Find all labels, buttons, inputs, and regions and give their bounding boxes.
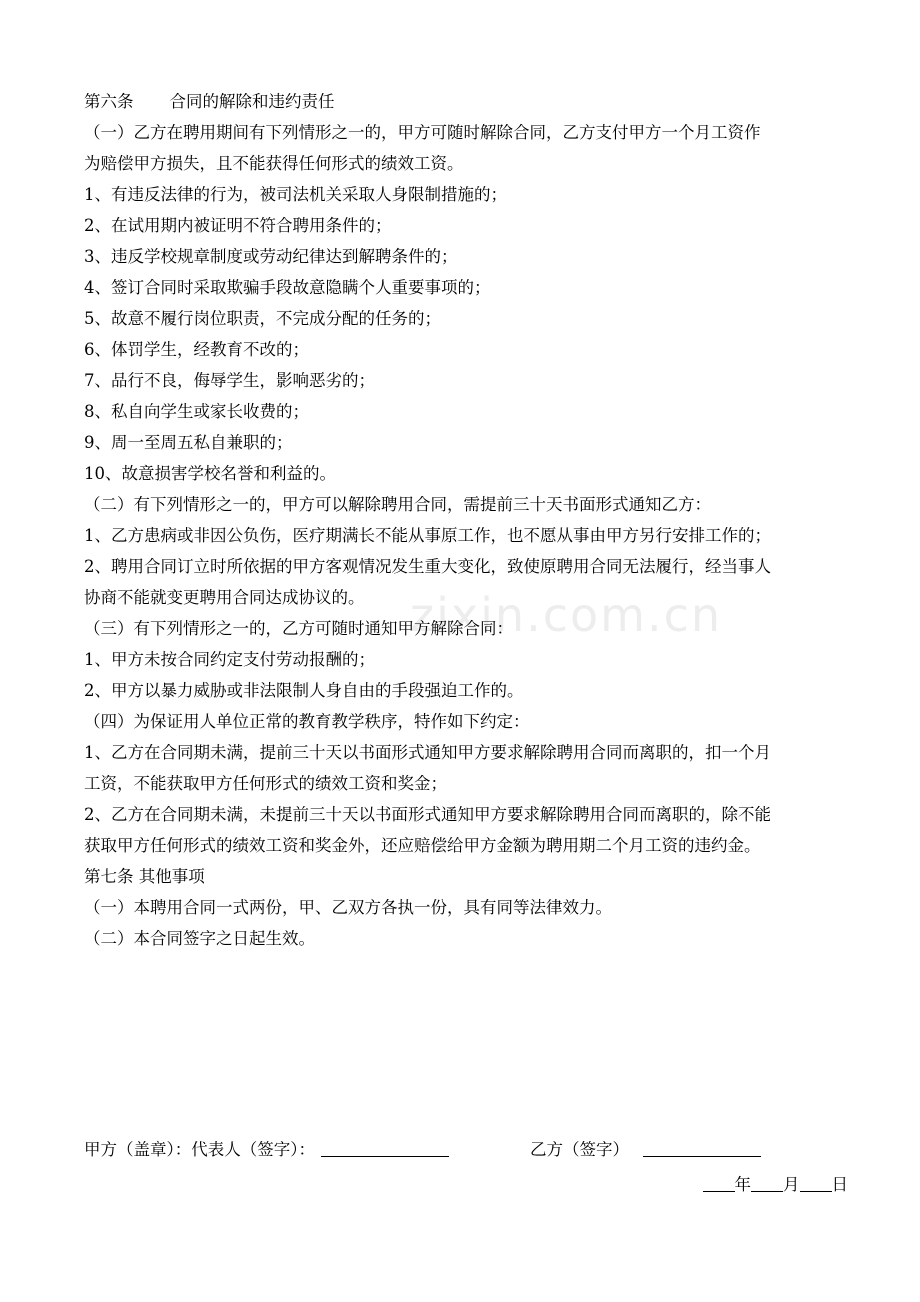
month-label: 月 xyxy=(783,1175,800,1194)
article-6-title: 合同的解除和违约责任 xyxy=(169,92,335,111)
clause-line: 6、体罚学生，经教育不改的； xyxy=(84,340,309,359)
clause-line: 2、在试用期内被证明不符合聘用条件的； xyxy=(84,216,392,235)
article-6-number: 第六条 xyxy=(84,92,134,111)
clause-line: 5、故意不履行岗位职责，不完成分配的任务的； xyxy=(84,309,441,328)
clause-line: （一）乙方在聘用期间有下列情形之一的，甲方可随时解除合同，乙方支付甲方一个月工资作 xyxy=(84,123,761,142)
contract-page xyxy=(84,86,854,954)
clause-line: 9、周一至周五私自兼职的； xyxy=(84,433,293,452)
clause-line: （三）有下列情形之一的，乙方可随时通知甲方解除合同： xyxy=(84,619,513,638)
clause-line: 1、乙方患病或非因公负伤，医疗期满长不能从事原工作，也不愿从事由甲方另行安排工作的； xyxy=(84,526,771,545)
party-b-signature xyxy=(530,1134,761,1165)
clause-line: 为赔偿甲方损失，且不能获得任何形式的绩效工资。 xyxy=(84,154,464,173)
day-blank[interactable] xyxy=(800,1171,832,1192)
article-7-heading: 第七条 其他事项 xyxy=(84,867,205,886)
clause-line: 2、聘用合同订立时所依据的甲方客观情况发生重大变化，致使原聘用合同无法履行，经当事人 xyxy=(84,557,771,576)
party-a-signature xyxy=(84,1134,449,1165)
signature-row xyxy=(84,1134,854,1165)
clause-line: 1、甲方未按合同约定支付劳动报酬的； xyxy=(84,650,375,669)
party-a-label: 甲方（盖章）：代表人（签字）： xyxy=(84,1140,315,1159)
clause-line: 获取甲方任何形式的绩效工资和奖金外，还应赔偿给甲方金额为聘用期二个月工资的违约金。 xyxy=(84,836,761,855)
clause-line: 10、故意损害学校名誉和利益的。 xyxy=(84,464,336,483)
clause-line: 7、品行不良，侮辱学生，影响恶劣的； xyxy=(84,371,375,390)
month-blank[interactable] xyxy=(751,1171,783,1192)
clause-line: 1、有违反法律的行为，被司法机关采取人身限制措施的； xyxy=(84,185,507,204)
party-a-signature-line[interactable] xyxy=(321,1136,449,1157)
clause-line: （四）为保证用人单位正常的教育教学秩序，特作如下约定： xyxy=(84,712,530,731)
clause-line: 8、私自向学生或家长收费的； xyxy=(84,402,309,421)
article-6-heading xyxy=(84,86,854,117)
clause-line: 工资，不能获取甲方任何形式的绩效工资和奖金； xyxy=(84,774,447,793)
year-label: 年 xyxy=(734,1175,751,1194)
clause-line: （二）本合同签字之日起生效。 xyxy=(84,929,315,948)
party-b-signature-line[interactable] xyxy=(643,1136,761,1157)
clause-line: 2、甲方以暴力威胁或非法限制人身自由的手段强迫工作的。 xyxy=(84,681,524,700)
clause-line: 1、乙方在合同期未满，提前三十天以书面形式通知甲方要求解除聘用合同而离职的，扣一个月 xyxy=(84,743,771,762)
watermark: zixin.com.cn xyxy=(410,588,723,642)
day-label: 日 xyxy=(831,1175,848,1194)
date-line xyxy=(703,1169,849,1200)
clause-line: 2、乙方在合同期未满，未提前三十天以书面形式通知甲方要求解除聘用合同而离职的，除不能 xyxy=(84,805,771,824)
year-blank[interactable] xyxy=(703,1171,735,1192)
clause-line: 协商不能就变更聘用合同达成协议的。 xyxy=(84,588,365,607)
clause-line: 4、签订合同时采取欺骗手段故意隐瞒个人重要事项的； xyxy=(84,278,491,297)
clause-line: （二）有下列情形之一的，甲方可以解除聘用合同，需提前三十天书面形式通知乙方： xyxy=(84,495,711,514)
clause-line: 3、违反学校规章制度或劳动纪律达到解聘条件的； xyxy=(84,247,458,266)
clause-line: （一）本聘用合同一式两份，甲、乙双方各执一份，具有同等法律效力。 xyxy=(84,898,612,917)
party-b-label: 乙方（签字） xyxy=(530,1140,629,1159)
